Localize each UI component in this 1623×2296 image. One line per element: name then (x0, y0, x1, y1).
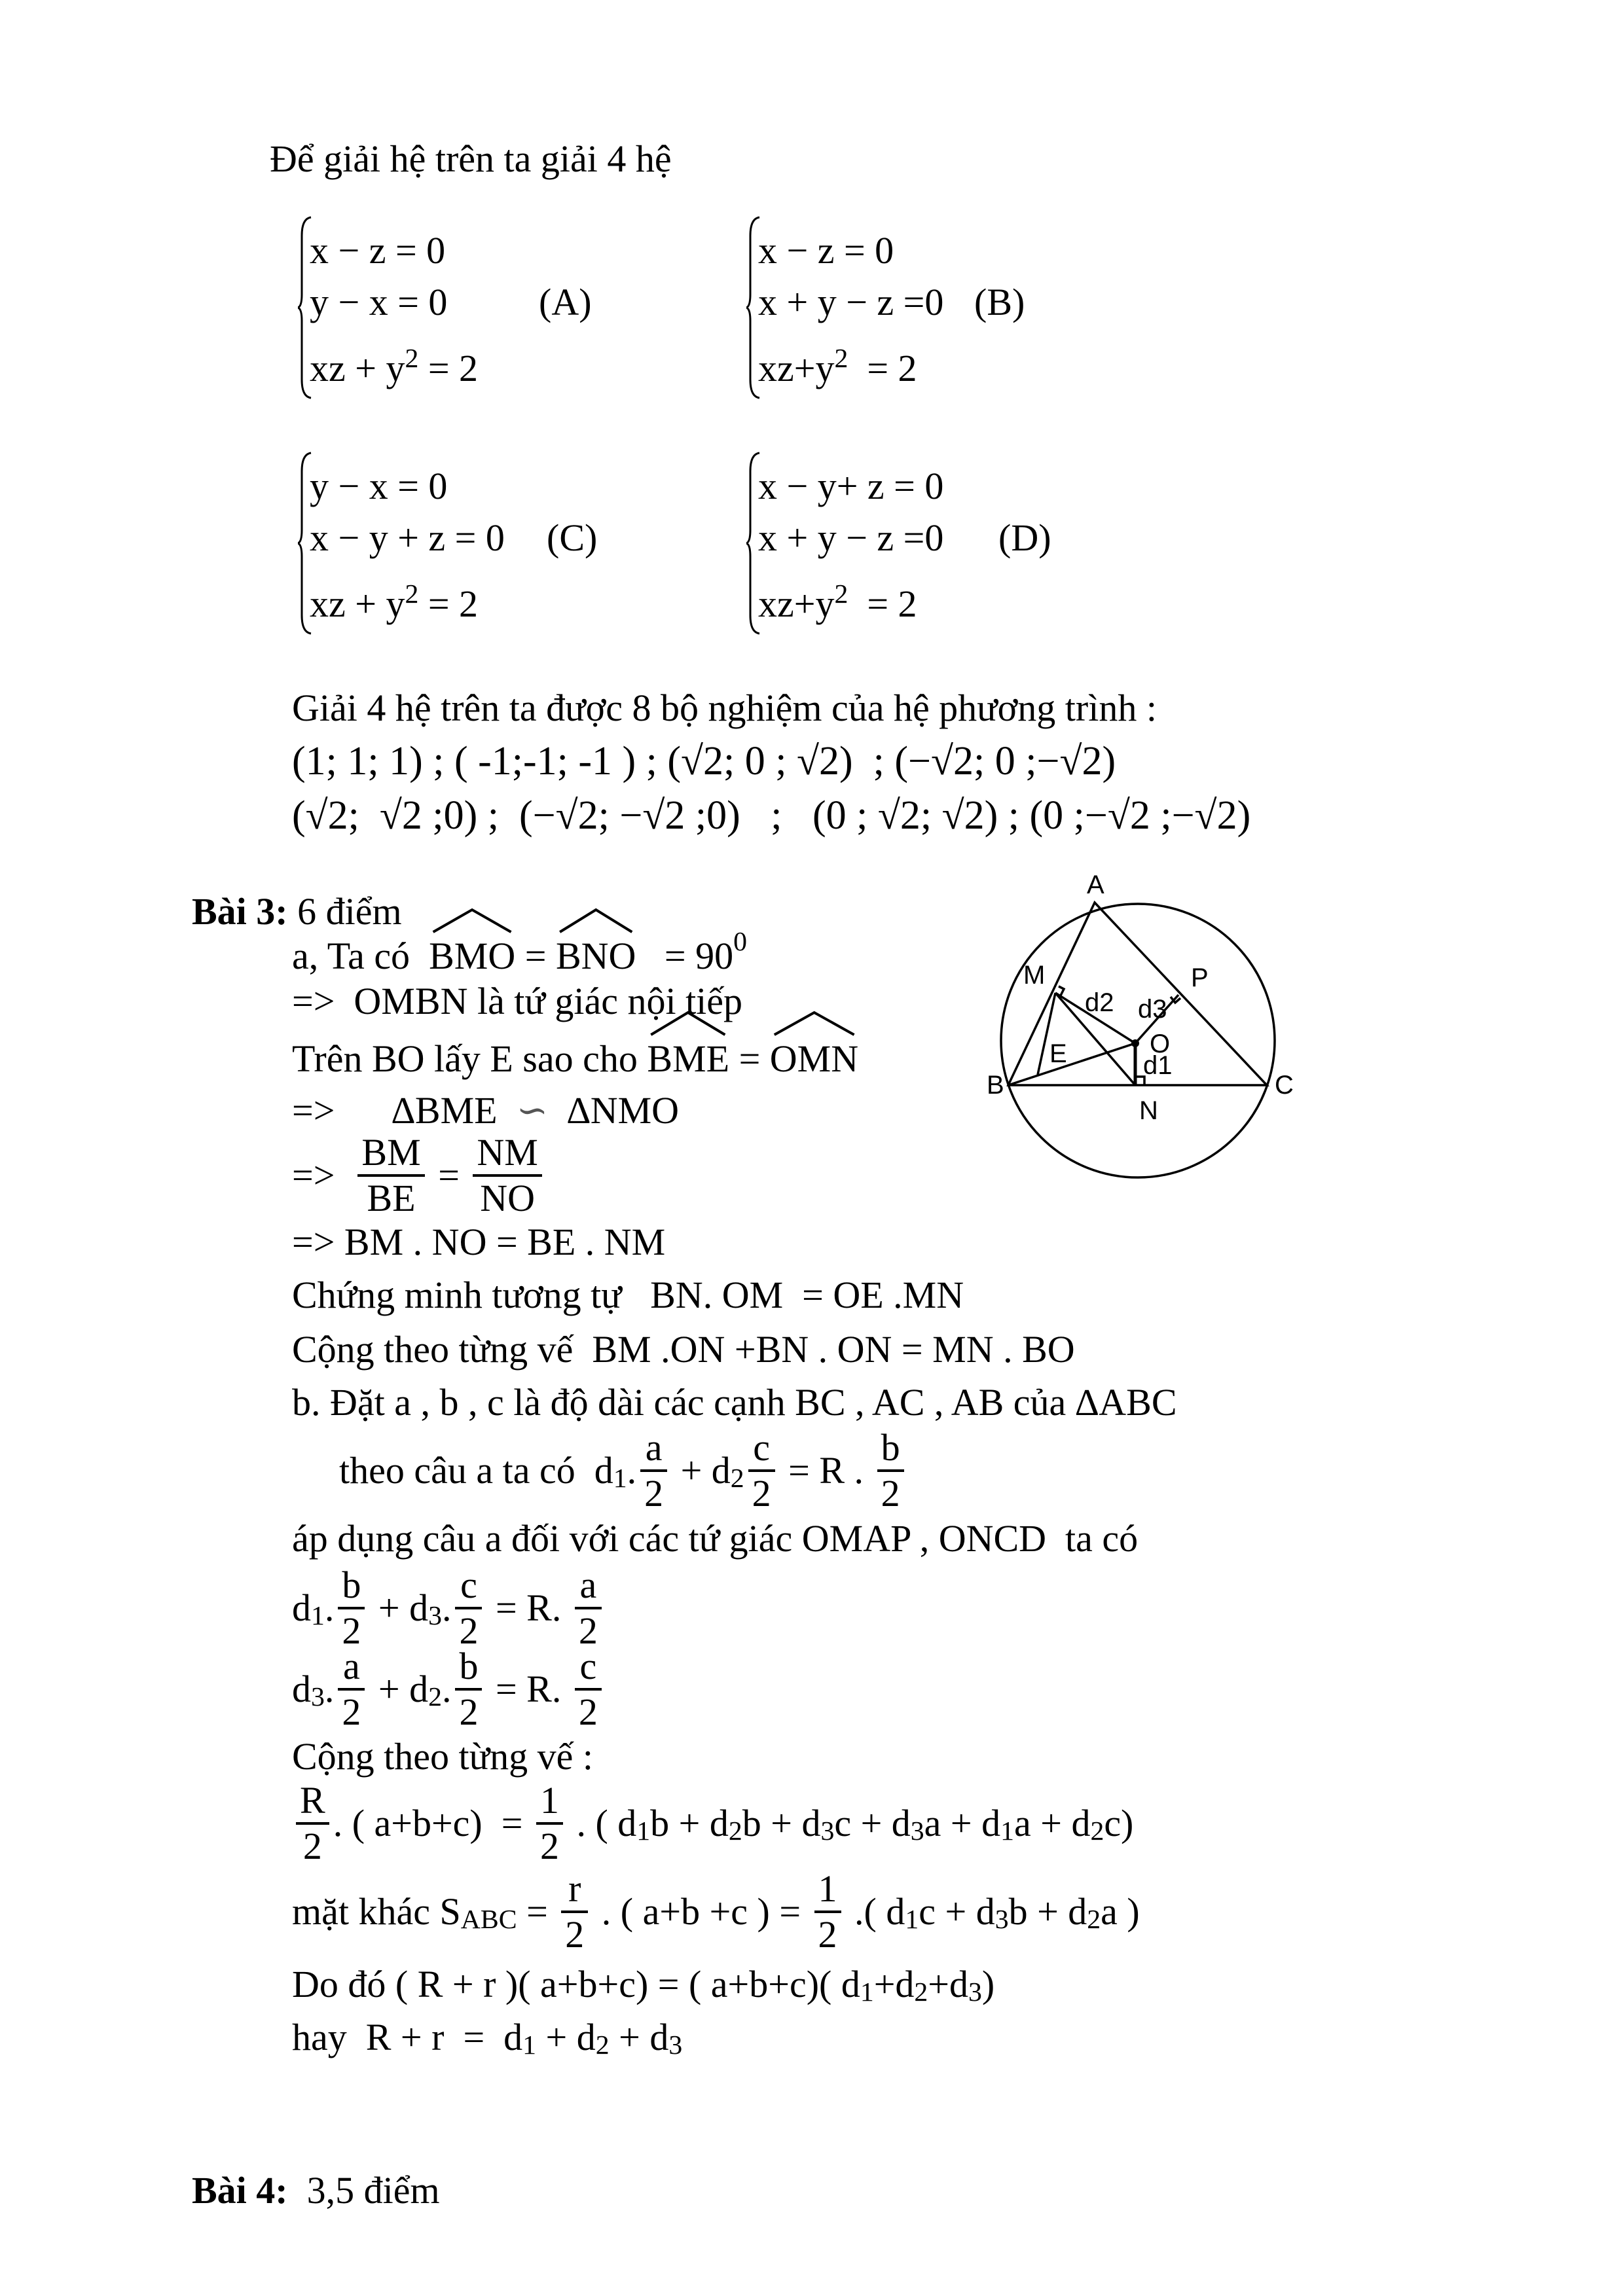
text: c + d (834, 1802, 911, 1844)
triangle-nmo: ∆NMO (567, 1089, 680, 1132)
text: = (428, 1154, 469, 1196)
problem-points: 3,5 điểm (287, 2169, 440, 2212)
denominator: NO (473, 1174, 541, 1217)
text: = (729, 1037, 770, 1080)
part-b-line-10 (292, 1998, 682, 2077)
part-b-line-8 (292, 1867, 1140, 1956)
triangle-abc: ∆ABC (1075, 1381, 1177, 1424)
denominator: 2 (748, 1469, 775, 1513)
text: b + d (1008, 1890, 1087, 1933)
numerator: c (579, 1645, 597, 1687)
text: d (711, 1449, 731, 1492)
text: +d (873, 1963, 915, 2005)
label-d1: d1 (1143, 1051, 1173, 1080)
angle-text: BMO (429, 935, 516, 977)
part-a-line-8: Cộng theo từng vế BM .ON +BN . ON = MN . BO (292, 1328, 1075, 1371)
label-m: M (1023, 961, 1046, 990)
text: b + d (650, 1802, 729, 1844)
text: . ( a+b+c) = (333, 1802, 532, 1844)
text: mặt khác S (292, 1890, 461, 1933)
text: a, Ta có (292, 935, 429, 977)
numerator: 1 (818, 1867, 837, 1910)
eq-part: = 2 (848, 347, 917, 389)
text: theo câu a ta có d (339, 1449, 613, 1492)
geometry-diagram (982, 870, 1440, 1296)
text: d (409, 1668, 429, 1710)
numerator: b (459, 1645, 479, 1687)
text: .( d (845, 1890, 905, 1933)
text: a ) (1101, 1890, 1140, 1933)
equation: y − x = 0 (310, 465, 448, 507)
text: = (517, 1890, 558, 1933)
numerator: R (300, 1779, 325, 1821)
numerator: a (343, 1645, 360, 1687)
label-d3: d3 (1138, 995, 1167, 1024)
part-b-line-5 (292, 1645, 606, 1733)
angle-hat-icon (429, 907, 515, 933)
denominator: 2 (561, 1910, 588, 1954)
part-a-line-7: Chứng minh tương tự BN. OM = OE .MN (292, 1274, 964, 1316)
subscript-abc: ABC (460, 1904, 517, 1935)
text: d (292, 1668, 311, 1710)
text: => (292, 1154, 354, 1196)
label-b: B (987, 1071, 1004, 1100)
equation: x − z = 0 (758, 229, 894, 272)
eq-part: = 2 (418, 583, 479, 625)
system-label: (B) (974, 281, 1025, 323)
angle-hat-icon (770, 1010, 858, 1036)
subscript: 3 (311, 1681, 325, 1712)
denominator: 2 (575, 1607, 602, 1650)
text: a + d (924, 1802, 1001, 1844)
denominator: 2 (338, 1607, 365, 1650)
part-b-line-6: Cộng theo từng vế : (292, 1735, 593, 1778)
equation (758, 579, 917, 625)
text: hay R + r = d (292, 2016, 523, 2058)
eq-part: = 2 (848, 583, 917, 625)
subscript: 3 (820, 1816, 835, 1846)
equation (310, 579, 479, 625)
superscript: 2 (834, 579, 848, 610)
label-a: A (1087, 870, 1104, 899)
denominator: 2 (575, 1688, 602, 1731)
text: = R. (486, 1668, 571, 1710)
text: = (515, 935, 556, 977)
system-c (298, 452, 598, 635)
subscript: 2 (1087, 1904, 1101, 1935)
numerator: b (881, 1426, 900, 1469)
problem-title: Bài 3: (192, 890, 288, 933)
denominator: 2 (296, 1822, 329, 1865)
angle-hat-icon (556, 907, 636, 933)
angle-text: BME (647, 1037, 730, 1080)
superscript: 2 (405, 579, 419, 610)
solutions-row-2: (√2; √2 ;0) ; (−√2; −√2 ;0) ; (0 ; √2; √2) ; (0 ;−√2 ;−√2) (292, 793, 1251, 838)
numerator: b (342, 1564, 361, 1606)
fraction (296, 1779, 329, 1867)
subscript: 3 (668, 2030, 683, 2060)
subscript: 1 (905, 1904, 919, 1935)
eq-part: xz + y (310, 347, 405, 389)
text: . (627, 1449, 637, 1492)
text: . ( a+b +c ) = (592, 1890, 811, 1933)
numerator: r (568, 1867, 581, 1910)
triangle-abc (1008, 903, 1267, 1085)
equation (310, 344, 479, 389)
subscript: 1 (860, 1977, 874, 2007)
text: Trên BO lấy E sao cho (292, 1037, 647, 1080)
equation: x − y + z = 0 (310, 516, 505, 559)
text: . (324, 1668, 335, 1710)
eq-part: xz+y (758, 583, 835, 625)
system-a (298, 216, 592, 399)
eq-part: xz + y (310, 583, 405, 625)
part-a-line-6: => BM . NO = BE . NM (292, 1221, 666, 1263)
triangle-bme: ∆BME (392, 1089, 498, 1132)
superscript: 2 (834, 344, 848, 374)
subscript: 1 (1000, 1816, 1014, 1846)
numerator: 1 (539, 1779, 559, 1821)
subscript: 3 (428, 1600, 442, 1631)
denominator: 2 (877, 1469, 904, 1513)
denominator: 2 (455, 1688, 482, 1731)
subscript: 2 (595, 2030, 610, 2060)
system-label: (D) (998, 516, 1051, 559)
equation: y − x = 0 (310, 281, 448, 323)
equation: x − z = 0 (310, 229, 446, 272)
part-b-line-2 (339, 1426, 908, 1515)
text: + (369, 1587, 410, 1629)
text: . (441, 1668, 452, 1710)
problem-points: 6 điểm (287, 890, 402, 933)
superscript: 2 (405, 344, 419, 374)
text: = R . (778, 1449, 873, 1492)
degree-superscript: 0 (733, 927, 747, 958)
angle-omn (769, 1037, 859, 1080)
text: + d (536, 2016, 596, 2058)
subscript: 2 (428, 1681, 442, 1712)
label-o: O (1150, 1030, 1171, 1058)
eq-part: xz+y (758, 347, 835, 389)
fraction (338, 1566, 365, 1650)
system-b (746, 216, 1025, 399)
denominator: 2 (814, 1910, 841, 1954)
system-label: (C) (547, 516, 598, 559)
subscript: 3 (968, 1977, 982, 2007)
numerator: BM (361, 1131, 421, 1174)
subscript: 1 (613, 1463, 627, 1494)
text: . (441, 1587, 452, 1629)
denominator: 2 (338, 1688, 365, 1731)
denominator: BE (357, 1174, 424, 1217)
label-p: P (1191, 963, 1209, 992)
equation: x + y − z =0 (758, 281, 944, 323)
part-b-line-4 (292, 1564, 606, 1652)
text: = R. (486, 1587, 571, 1629)
subscript: 1 (522, 2030, 537, 2060)
subscript: 2 (728, 1816, 742, 1846)
similar-symbol: ∽ (497, 1089, 568, 1132)
text: a + d (1013, 1802, 1091, 1844)
fraction (814, 1867, 841, 1956)
text: . ( d (566, 1802, 637, 1844)
subscript: 3 (910, 1816, 924, 1846)
solutions-intro: Giải 4 hệ trên ta được 8 bộ nghiệm của hệ phương trình : (292, 687, 1157, 729)
numerator: NM (477, 1131, 538, 1174)
part-a-line-2: => OMBN là tứ giác nội tiếp (292, 980, 743, 1022)
equation: x − y+ z = 0 (758, 465, 944, 507)
subscript: 1 (636, 1816, 651, 1846)
label-n: N (1139, 1096, 1158, 1125)
label-e: E (1049, 1039, 1067, 1068)
text: +d (928, 1963, 969, 2005)
angle-hat-icon (647, 1010, 729, 1036)
system-d (746, 452, 1051, 635)
denominator: 2 (640, 1469, 667, 1513)
text: Do đó ( R + r )( a+b+c) = ( a+b+c)( d (292, 1963, 860, 2005)
text: ) (981, 1963, 995, 2005)
subscript: 2 (730, 1463, 744, 1494)
center-point-o (1131, 1039, 1139, 1047)
fraction (561, 1867, 588, 1956)
subscript: 1 (311, 1600, 325, 1631)
problem-title: Bài 4: (192, 2169, 288, 2212)
angle-text: OMN (769, 1037, 859, 1080)
text: c) (1104, 1802, 1134, 1844)
text: b + d (742, 1802, 821, 1844)
part-b-line-3: áp dụng câu a đối với các tứ giác OMAP , ONCD ta có (292, 1517, 1139, 1560)
numerator: a (645, 1426, 663, 1469)
fraction (536, 1779, 563, 1867)
solutions-row-1: (1; 1; 1) ; ( -1;-1; -1 ) ; (√2; 0 ; √2) ; (−√2; 0 ;−√2) (292, 739, 1116, 783)
text: . (324, 1587, 335, 1629)
subscript: 2 (914, 1977, 928, 2007)
equation: x + y − z =0 (758, 516, 944, 559)
part-b-line-1 (292, 1363, 1177, 1442)
text: => (292, 1089, 392, 1132)
text: + (671, 1449, 712, 1492)
eq-part: = 2 (418, 347, 479, 389)
part-b-line-7 (292, 1779, 1134, 1867)
subscript: 2 (1090, 1816, 1104, 1846)
label-d2: d2 (1085, 988, 1114, 1017)
text: + d (609, 2016, 669, 2058)
text: c + d (919, 1890, 995, 1933)
fraction (575, 1566, 602, 1650)
text: b. Đặt a , b , c là độ dài các cạnh BC , AC , AB của (292, 1381, 1076, 1424)
numerator: c (753, 1426, 771, 1469)
system-label: (A) (539, 281, 592, 323)
problem-4-heading (192, 2151, 440, 2230)
label-c: C (1275, 1071, 1294, 1100)
text: d (292, 1587, 311, 1629)
numerator: c (460, 1564, 477, 1606)
text: = 90 (636, 935, 734, 977)
angle-text: BNO (555, 935, 636, 977)
fraction (455, 1566, 482, 1650)
denominator: 2 (536, 1822, 563, 1865)
equation (758, 344, 917, 389)
text: d (409, 1587, 429, 1629)
intro-text: Để giải hệ trên ta giải 4 hệ (270, 137, 672, 180)
denominator: 2 (455, 1607, 482, 1650)
subscript: 3 (994, 1904, 1009, 1935)
numerator: a (579, 1564, 597, 1606)
text: + (369, 1668, 410, 1710)
